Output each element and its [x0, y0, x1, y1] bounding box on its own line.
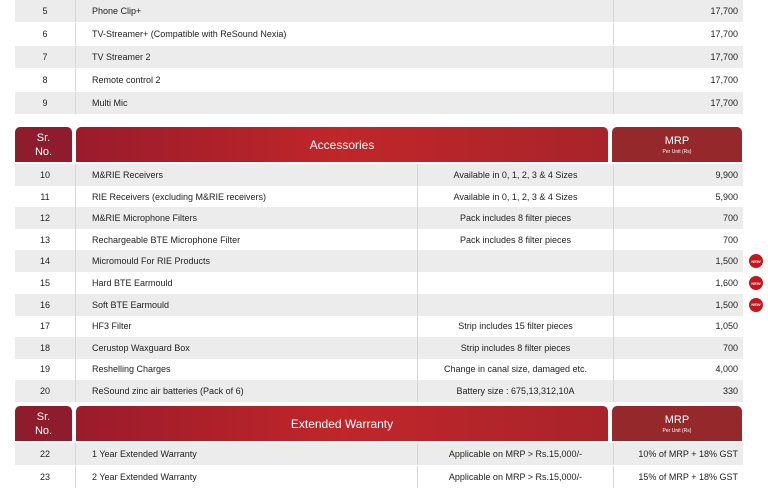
no-label: No.: [34, 145, 53, 158]
sr-no: 7: [15, 46, 75, 68]
item-name: RIE Receivers (excluding M&RIE receivers): [75, 186, 417, 208]
mrp-header: [612, 406, 742, 441]
item-mrp: 5,900: [613, 186, 743, 208]
sr-label: Sr.: [36, 131, 51, 144]
item-mrp: 330: [613, 380, 743, 402]
item-mrp: 4,000: [613, 358, 743, 380]
section-title: Extended Warranty: [76, 406, 608, 441]
item-mrp: 9,900: [613, 164, 743, 186]
mrp-sub-label: Per Unit (Rs): [662, 148, 692, 155]
table-row: [15, 0, 743, 22]
sr-label: Sr.: [36, 410, 51, 423]
sr-no: 20: [15, 380, 75, 402]
sr-no: 6: [42, 29, 48, 39]
sr-no: 17: [39, 321, 50, 332]
item-name: HF3 Filter: [75, 315, 417, 337]
item-mrp: 17,700: [613, 23, 743, 45]
table-row: [15, 337, 743, 359]
section-header: [15, 406, 743, 441]
item-mrp: 1,050: [613, 315, 743, 337]
mrp-sub-label: Per Unit (Rs): [662, 427, 692, 434]
item-description: Battery size : 675,13,312,10A: [417, 380, 613, 402]
item-name: Remote control 2: [75, 69, 613, 91]
table-row: [15, 250, 743, 272]
item-description: Pack includes 8 filter pieces: [417, 207, 613, 229]
new-badge: NEW: [749, 276, 763, 290]
sr-no: 18: [15, 337, 75, 359]
item-name: Cerustop Waxguard Box: [75, 337, 417, 359]
new-badge: NEW: [749, 254, 763, 268]
item-name: Reshelling Charges: [75, 358, 417, 380]
table-row: [15, 69, 743, 91]
item-name: Soft BTE Earmould: [75, 294, 417, 316]
mrp-label: MRP: [664, 134, 690, 147]
no-label: No.: [34, 424, 53, 437]
sr-no-header: [15, 406, 72, 441]
item-description: [417, 294, 613, 316]
item-mrp: 17,700: [613, 0, 743, 22]
item-mrp: 700: [613, 229, 743, 251]
section-header: [15, 127, 743, 162]
table-row: [15, 229, 743, 251]
sr-no: 19: [39, 364, 50, 375]
item-description: Pack includes 8 filter pieces: [417, 229, 613, 251]
item-name: 2 Year Extended Warranty: [75, 466, 417, 488]
item-mrp: 700: [613, 337, 743, 359]
section-title: Accessories: [76, 127, 608, 162]
item-description: Applicable on MRP > Rs.15,000/-: [417, 443, 613, 465]
mrp-label: MRP: [664, 413, 690, 426]
item-mrp: 1,500: [613, 294, 743, 316]
sr-no: 9: [15, 92, 75, 114]
table-row: [15, 164, 743, 186]
table-row: [15, 294, 743, 316]
table-row: [15, 358, 743, 380]
table-row: [15, 380, 743, 402]
item-name: 1 Year Extended Warranty: [75, 443, 417, 465]
table-row: [15, 186, 743, 208]
item-mrp: 15% of MRP + 18% GST: [613, 466, 743, 488]
item-name: ReSound zinc air batteries (Pack of 6): [75, 380, 417, 402]
sr-no: 22: [15, 443, 75, 465]
item-mrp: 17,700: [613, 92, 743, 114]
item-name: TV-Streamer+ (Compatible with ReSound Nexia): [75, 23, 613, 45]
item-description: Applicable on MRP > Rs.15,000/-: [417, 466, 613, 488]
item-name: TV Streamer 2: [75, 46, 613, 68]
item-name: Hard BTE Earmould: [75, 272, 417, 294]
table-row: [15, 46, 743, 68]
item-name: Phone Clip+: [75, 0, 613, 22]
sr-no: 12: [15, 207, 75, 229]
item-name: Rechargeable BTE Microphone Filter: [75, 229, 417, 251]
item-mrp: 1,600: [613, 272, 743, 294]
sr-no: 8: [42, 75, 48, 85]
item-mrp: 17,700: [613, 69, 743, 91]
item-name: Micromould For RIE Products: [75, 250, 417, 272]
table-row: [15, 443, 743, 465]
sr-no: 13: [39, 234, 50, 245]
mrp-header: [612, 127, 742, 162]
item-mrp: 1,500: [613, 250, 743, 272]
item-mrp: 10% of MRP + 18% GST: [613, 443, 743, 465]
sr-no: 5: [15, 0, 75, 22]
sr-no: 16: [15, 294, 75, 316]
item-mrp: 17,700: [613, 46, 743, 68]
item-name: Multi Mic: [75, 92, 613, 114]
item-description: Change in canal size, damaged etc.: [417, 358, 613, 380]
sr-no-header: [15, 127, 72, 162]
item-description: Strip includes 15 filter pieces: [417, 315, 613, 337]
item-description: Available in 0, 1, 2, 3 & 4 Sizes: [417, 164, 613, 186]
table-row: [15, 315, 743, 337]
table-row: [15, 207, 743, 229]
item-description: [417, 250, 613, 272]
table-row: [15, 92, 743, 114]
new-badge: NEW: [749, 298, 763, 312]
item-name: M&RIE Microphone Filters: [75, 207, 417, 229]
item-description: Strip includes 8 filter pieces: [417, 337, 613, 359]
item-description: [417, 272, 613, 294]
sr-no: 15: [39, 278, 50, 288]
item-description: Available in 0, 1, 2, 3 & 4 Sizes: [417, 186, 613, 208]
table-row: [15, 272, 743, 294]
sr-no: 11: [40, 191, 50, 202]
sr-no: 10: [15, 164, 75, 186]
table-row: [15, 466, 743, 488]
item-mrp: 700: [613, 207, 743, 229]
table-row: [15, 23, 743, 45]
sr-no: 14: [15, 250, 75, 272]
item-name: M&RIE Receivers: [75, 164, 417, 186]
sr-no: 23: [39, 472, 50, 482]
